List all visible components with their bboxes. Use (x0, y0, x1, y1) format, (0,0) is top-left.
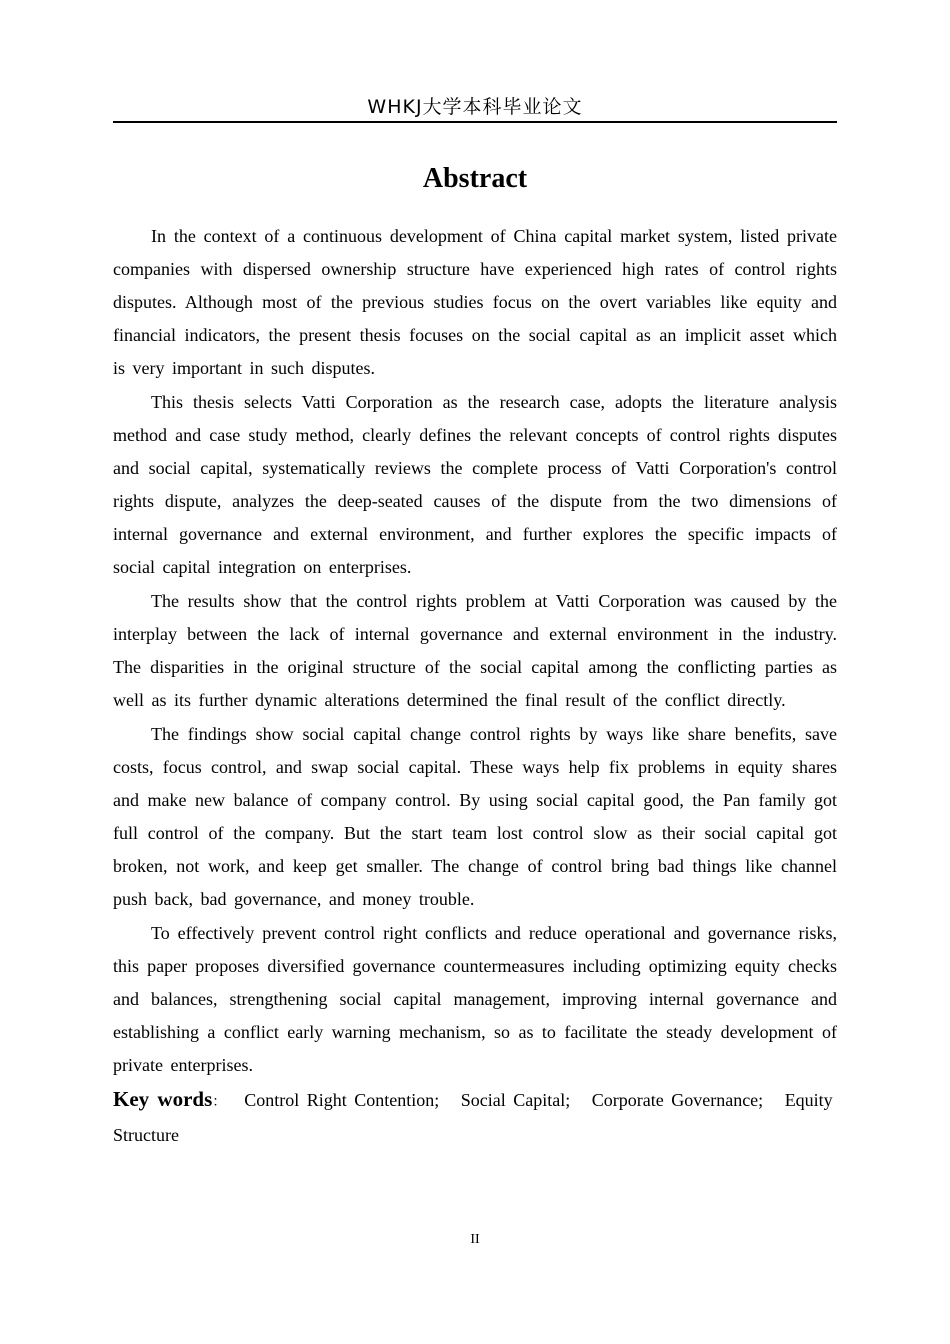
keywords-line (113, 1083, 837, 1152)
running-header: WHKJ大学本科毕业论文 (367, 96, 583, 118)
abstract-paragraph-3: The results show that the control rights problem at Vatti Corporation was caused by the interplay between the lack of internal governance and external environment in the industry. The disparities in the original structure of the social capital among the conflicting parties as well as its further dynamic alterations determined the final result of the conflict directly. (113, 591, 837, 710)
keywords-separator: ： (212, 1095, 227, 1110)
keyword-item: Corporate Governance; (591, 1090, 764, 1110)
abstract-paragraph-4: The findings show social capital change control rights by ways like share benefits, save costs, focus control, and swap social capital. These ways help fix problems in equity shares and make new balance of company control. By using social capital good, the Pan family got full control of the company. But the start team lost control slow as their social capital got broken, not work, and keep get smaller. The change of control bring bad things like channel push back, bad governance, and money trouble. (113, 724, 837, 909)
abstract-paragraph-2: This thesis selects Vatti Corporation as the research case, adopts the literature analysis method and case study method, clearly defines the relevant concepts of control rights disputes and social capital, systematically reviews the complete process of Vatti Corporation's control rights dispute, analyzes the deep-seated causes of the dispute from the two dimensions of internal governance and external environment, and further explores the specific impacts of social capital integration on enterprises. (113, 392, 837, 577)
abstract-paragraph-5: To effectively prevent control right conflicts and reduce operational and governance risks, this paper proposes diversified governance countermeasures including optimizing equity checks and balances, strengthening social capital management, improving internal governance and establishing a conflict early warning mechanism, so as to facilitate the steady development of private enterprises. (113, 923, 837, 1075)
page-number: II (470, 1232, 480, 1247)
header-rule (113, 121, 837, 123)
abstract-paragraph-1: In the context of a continuous development of China capital market system, listed private companies with dispersed ownership structure have experienced high rates of control rights disputes. Although most of the previous studies focus on the overt variables like equity and financial indicators, the present thesis focuses on the social capital as an implicit asset which is very important in such disputes. (113, 226, 837, 378)
keywords-label: Key words (113, 1087, 213, 1111)
abstract-body (113, 220, 837, 1152)
keyword-item: Equity Structure (113, 1090, 833, 1145)
keyword-item: Social Capital; (460, 1090, 571, 1110)
keyword-item: Control Right Contention; (244, 1090, 440, 1110)
abstract-heading: Abstract (422, 163, 528, 194)
